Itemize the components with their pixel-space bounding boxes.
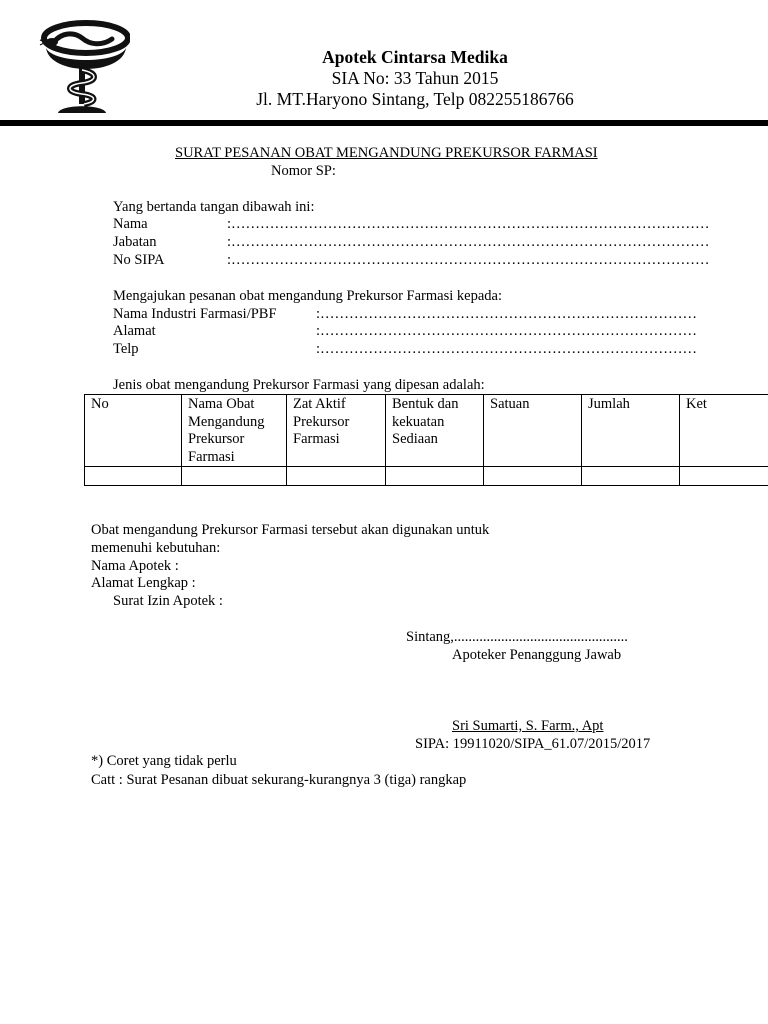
signer-position-blank: :……………………………………………………………………………………… [227, 234, 710, 250]
pharmacist-sipa: SIPA: 19911020/SIPA_61.07/2015/2017 [415, 736, 651, 752]
supplier-name-label: Nama Industri Farmasi/PBF [113, 306, 277, 322]
pharmacist-name: Sri Sumarti, S. Farm., Apt [452, 718, 604, 734]
column-header-line: Jumlah [588, 396, 630, 412]
copies-note: Catt : Surat Pesanan dibuat sekurang-kurangnya 3 (tiga) rangkap [91, 772, 467, 788]
supplier-name-blank: :…………………………………………………………………… [316, 306, 698, 322]
column-header-line: Zat Aktif [293, 396, 346, 412]
column-header-bentuk-dan [386, 395, 484, 467]
column-header-satuan [484, 395, 582, 467]
table-cell [287, 467, 386, 486]
pharmacy-permit-label: Surat Izin Apotek : [113, 593, 223, 609]
pharmacy-name: Apotek Cintarsa Medika [322, 47, 508, 67]
purpose-line-2: memenuhi kebutuhan: [91, 540, 221, 556]
column-header-no [85, 395, 182, 467]
table-cell [484, 467, 582, 486]
table-cell [182, 467, 287, 486]
signatory-role: Apoteker Penanggung Jawab [452, 647, 622, 663]
supplier-phone-blank: :…………………………………………………………………… [316, 341, 698, 357]
column-header-line: Prekursor [188, 431, 245, 447]
signer-name-blank: :……………………………………………………………………………………… [227, 216, 710, 232]
signer-sipa-blank: :……………………………………………………………………………………… [227, 252, 710, 268]
supplier-address-label: Alamat [113, 323, 156, 339]
supplier-address-blank: :…………………………………………………………………… [316, 323, 698, 339]
table-row [85, 467, 768, 486]
column-header-line: Mengandung [188, 413, 265, 430]
column-header-nama-obat [182, 395, 287, 467]
full-address-label: Alamat Lengkap : [91, 575, 196, 591]
table-cell [680, 467, 768, 486]
column-header-line: Satuan [490, 396, 530, 412]
column-header-line: Farmasi [293, 431, 340, 447]
table-cell [582, 467, 680, 486]
table-cell [85, 467, 182, 486]
strike-note: *) Coret yang tidak perlu [91, 753, 237, 769]
signer-name-label: Nama [113, 216, 148, 232]
pharmacy-address: Jl. MT.Haryono Sintang, Telp 082255186766 [256, 89, 574, 109]
column-header-jumlah [582, 395, 680, 467]
column-header-line: kekuatan [392, 413, 445, 430]
signer-position-label: Jabatan [113, 234, 157, 250]
column-header-line: Sediaan [392, 431, 438, 447]
order-number-label: Nomor SP: [271, 163, 336, 179]
letterhead-divider [0, 120, 768, 126]
column-header-ket [680, 395, 768, 467]
place-date-line: Sintang,................................................ [406, 629, 628, 645]
pharmacy-license: SIA No: 33 Tahun 2015 [331, 68, 499, 88]
column-header-line: No [91, 396, 109, 412]
column-header-line: Nama Obat [188, 396, 255, 412]
column-header-zat-aktif [287, 395, 386, 467]
column-header-line: Ket [686, 396, 707, 412]
document-title: SURAT PESANAN OBAT MENGANDUNG PREKURSOR FARMASI [175, 145, 598, 161]
bowl-of-hygeia-icon-graphic [38, 18, 130, 114]
order-table-header-row [85, 395, 768, 467]
supplier-phone-label: Telp [113, 341, 139, 357]
column-header-line: Bentuk dan [392, 396, 459, 412]
signer-sipa-label: No SIPA [113, 252, 165, 268]
column-header-line: Prekursor [293, 413, 350, 430]
supplier-intro: Mengajukan pesanan obat mengandung Prekursor Farmasi kepada: [113, 288, 502, 304]
order-table-intro: Jenis obat mengandung Prekursor Farmasi yang dipesan adalah: [113, 377, 485, 393]
bowl-of-hygeia-icon [38, 18, 130, 114]
column-header-line: Farmasi [188, 448, 235, 465]
table-cell [386, 467, 484, 486]
order-table [84, 394, 768, 486]
pharmacy-name-label: Nama Apotek : [91, 558, 179, 574]
signer-intro: Yang bertanda tangan dibawah ini: [113, 199, 315, 215]
purpose-line-1: Obat mengandung Prekursor Farmasi tersebut akan digunakan untuk [91, 522, 490, 538]
